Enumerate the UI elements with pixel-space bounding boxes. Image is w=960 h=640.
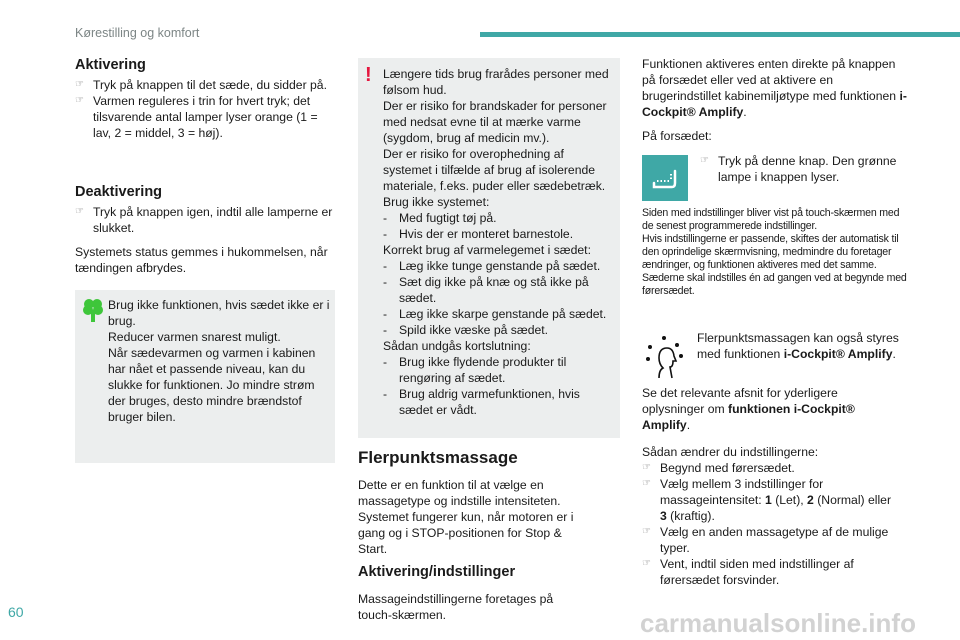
change-bullet: ☞ Vent, indtil siden med indstillinger af førersædet forsvinder.: [642, 556, 890, 588]
warning-box: [358, 58, 620, 438]
eco-note-line: Når sædevarmen og varmen i kabinen har nået et passende niveau, kan du slukke for funktionen. Jo mindre strøm der bruges, desto mindre brændstof bruger bilen.: [108, 346, 316, 424]
small-note: Siden med indstillinger bliver vist på touch-skærmen med de senest programmerede indstillinger.: [642, 207, 900, 232]
level-3-label: (kraftig).: [670, 509, 715, 523]
warning-line: Brug ikke systemet:: [383, 195, 490, 209]
section-title: Kørestilling og komfort: [75, 26, 200, 40]
bullet: ☞ Tryk på knappen igen, indtil alle lamperne er slukket.: [75, 204, 333, 236]
warning-item: - Med fugtigt tøj på.: [383, 210, 615, 226]
deactivation-title: Deaktivering: [75, 184, 163, 200]
warning-item: - Spild ikke væske på sædet.: [383, 322, 615, 338]
eco-note-line: Reducer varmen snarest muligt.: [108, 330, 281, 344]
settings-text: Massageindstillingerne foretages på touch-skærmen.: [358, 592, 554, 622]
header-accent-bar: [480, 32, 960, 37]
level-2: 2: [807, 493, 814, 507]
massage-person-icon: [645, 334, 685, 380]
bullet: ☞ Varmen reguleres i trin for hvert tryk; det tilsvarende antal lamper lyser orange (1 = lav, 2 = middel, 3 = høj).: [75, 93, 323, 141]
massage-text: Dette er en funktion til at vælge en massagetype og indstille intensiteten. Systemet fungerer kun, når motoren er i gang og i STOP-positionen for Stop & Start.: [358, 478, 574, 556]
front-seat-label: På forsædet:: [642, 129, 712, 143]
warning-line: Korrekt brug af varmelegemet i sædet:: [383, 243, 591, 257]
activation-title: Aktivering: [75, 57, 146, 73]
amplify-bold: i-Cockpit® Amplify: [783, 347, 893, 361]
small-note: Hvis indstillingerne er passende, skiftes der automatisk til den oprindelige skærmvisning, medmindre du foretager ændringer, og funktionen aktiveres med det samme.: [642, 233, 899, 271]
level-1: 1: [765, 493, 772, 507]
see-text: Se det relevante afsnit for yderligere oplysninger om: [642, 386, 838, 416]
warning-line: Længere tids brug frarådes personer med følsom hud.: [383, 67, 609, 97]
small-note: Sæderne skal indstilles én ad gangen ved at begynde med førersædet.: [642, 272, 907, 297]
warning-item: - Læg ikke skarpe genstande på sædet.: [383, 306, 615, 322]
see-bold: funktionen i-Cockpit® Amplify: [642, 402, 855, 432]
page-number: 60: [8, 604, 24, 620]
warning-line: Der er risiko for overophedning af systemet i tilfælde af brug af isolerende materiale, f.eks. puder eller sædebetræk.: [383, 147, 606, 193]
bullet: ☞ Tryk på knappen til det sæde, du sidder på.: [75, 77, 337, 93]
warning-icon: !: [365, 64, 372, 86]
eco-note-box: [75, 290, 335, 463]
massage-title: Flerpunktsmassage: [358, 448, 518, 467]
warning-line: Der er risiko for brandskader for personer med nedsat evne til at mærke varme (sygdom, brug af medicin mv.).: [383, 99, 607, 145]
warning-item: - Brug ikke flydende produkter til rengøring af sædet.: [383, 354, 599, 386]
warning-item: - Læg ikke tunge genstande på sædet.: [383, 258, 615, 274]
change-bullet: ☞ Begynd med førersædet.: [642, 460, 904, 476]
watermark: carmanualsonline.info: [640, 608, 916, 638]
warning-item: - Brug aldrig varmefunktionen, hvis sædet er vådt.: [383, 386, 609, 418]
eco-tree-icon: [83, 298, 103, 322]
status-text: Systemets status gemmes i hukommelsen, når tændingen afbrydes.: [75, 245, 328, 275]
warning-item: - Hvis der er monteret barnestole.: [383, 226, 615, 242]
level-3: 3: [660, 509, 667, 523]
button-bullet: ☞ Tryk på denne knap. Den grønne lampe i knappen lyser.: [700, 153, 908, 185]
change-title: Sådan ændrer du indstillingerne:: [642, 445, 819, 459]
level-1-label: (Let),: [775, 493, 804, 507]
change-text: Vælg mellem 3 indstillinger for massageintensitet:: [660, 477, 824, 507]
settings-title: Aktivering/indstillinger: [358, 564, 516, 580]
change-bullet: [642, 476, 900, 524]
change-bullet: ☞ Vælg en anden massagetype af de mulige typer.: [642, 524, 900, 556]
massage-button-icon: [642, 155, 688, 201]
eco-note-line: Brug ikke funktionen, hvis sædet ikke er i brug.: [108, 298, 330, 328]
warning-item: - Sæt dig ikke på knæ og stå ikke på sædet.: [383, 274, 599, 306]
warning-line: Sådan undgås kortslutning:: [383, 339, 531, 353]
level-2-label: (Normal) eller: [817, 493, 892, 507]
amplify-text: Flerpunktsmassagen kan også styres med funktionen: [697, 331, 899, 361]
intro-bold: i-Cockpit® Amplify: [642, 89, 907, 119]
intro-text: Funktionen aktiveres enten direkte på knappen på forsædet eller ved at aktivere en brugerindstillet kabinemiljøtype med funktionen: [642, 57, 897, 103]
